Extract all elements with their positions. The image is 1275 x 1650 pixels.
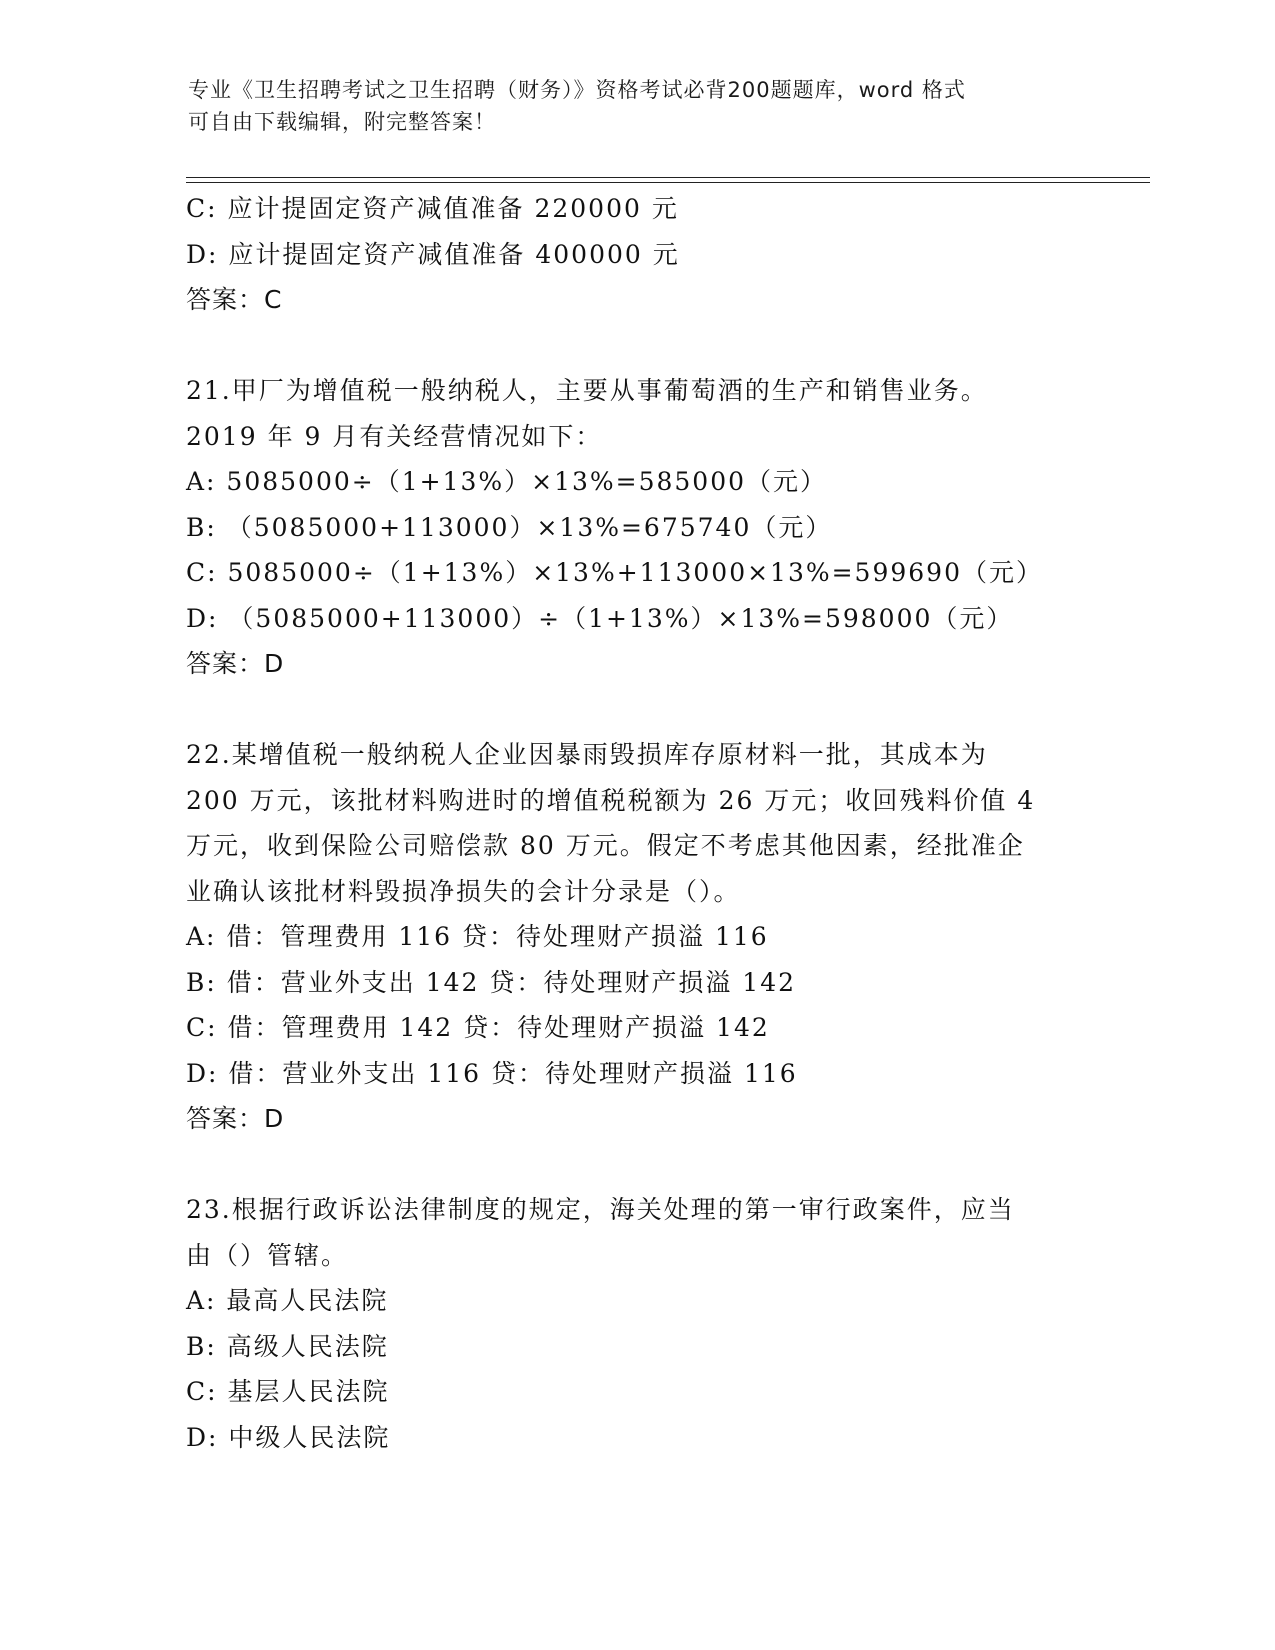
header-title-line-2: 可自由下载编辑，附完整答案！: [188, 110, 496, 134]
option-d: D: 应计提固定资产减值准备 400000 元: [186, 239, 680, 269]
option-b: B: 借：营业外支出 142 贷：待处理财产损溢 142: [186, 967, 797, 997]
header-divider-bottom: [186, 182, 1150, 183]
question-21: [186, 368, 1086, 687]
option-d: D: 借：营业外支出 116 贷：待处理财产损溢 116: [186, 1058, 798, 1088]
question-list: [186, 186, 1086, 1460]
question-stem-line: 21.甲厂为增值税一般纳税人，主要从事葡萄酒的生产和销售业务。: [186, 376, 988, 405]
question-stem-line: 万元，收到保险公司赔偿款 80 万元。假定不考虑其他因素，经批准企: [186, 831, 1025, 860]
question-stem-line: 22.某增值税一般纳税人企业因暴雨毁损库存原材料一批，其成本为: [186, 740, 988, 769]
option-d: D: （5085000+113000）÷（1+13%）×13%=598000（元）: [186, 603, 1014, 633]
option-c: C: 5085000÷（1+13%）×13%+113000×13%=599690（元）: [186, 558, 1043, 587]
option-b: B: 高级人民法院: [186, 1331, 389, 1361]
option-a: A: 最高人民法院: [186, 1286, 389, 1315]
answer-line: 答案：C: [186, 285, 283, 314]
option-d: D: 中级人民法院: [186, 1422, 391, 1452]
question-22: [186, 732, 1086, 1142]
answer-line: 答案：D: [186, 649, 285, 678]
option-a: A: 5085000÷（1+13%）×13%=585000（元）: [186, 467, 828, 496]
option-b: B: （5085000+113000）×13%=675740（元）: [186, 512, 833, 542]
answer-line: 答案：D: [186, 1104, 285, 1133]
question-spacer: [186, 1142, 1086, 1188]
header-title-line-1: 专业《卫生招聘考试之卫生招聘（财务）》资格考试必背200题题库，word 格式: [188, 78, 966, 102]
option-c: C: 应计提固定资产减值准备 220000 元: [186, 194, 679, 223]
question-23: [186, 1187, 1086, 1460]
question-stem-line: 23.根据行政诉讼法律制度的规定，海关处理的第一审行政案件，应当: [186, 1195, 1015, 1224]
option-c: C: 借：管理费用 142 贷：待处理财产损溢 142: [186, 1013, 770, 1042]
document-header: [188, 74, 1068, 138]
option-a: A: 借：管理费用 116 贷：待处理财产损溢 116: [186, 922, 769, 951]
header-divider-top: [186, 177, 1150, 178]
question-stem-line: 业确认该批材料毁损净损失的会计分录是（）。: [186, 876, 741, 906]
question-stem-line: 2019 年 9 月有关经营情况如下：: [186, 421, 603, 451]
question-20-tail: [186, 186, 1086, 323]
question-spacer: [186, 323, 1086, 369]
option-c: C: 基层人民法院: [186, 1377, 390, 1406]
question-stem-line: 由（）管辖。: [186, 1240, 349, 1270]
question-spacer: [186, 687, 1086, 733]
question-stem-line: 200 万元，该批材料购进时的增值税税额为 26 万元；收回残料价值 4: [186, 785, 1036, 815]
